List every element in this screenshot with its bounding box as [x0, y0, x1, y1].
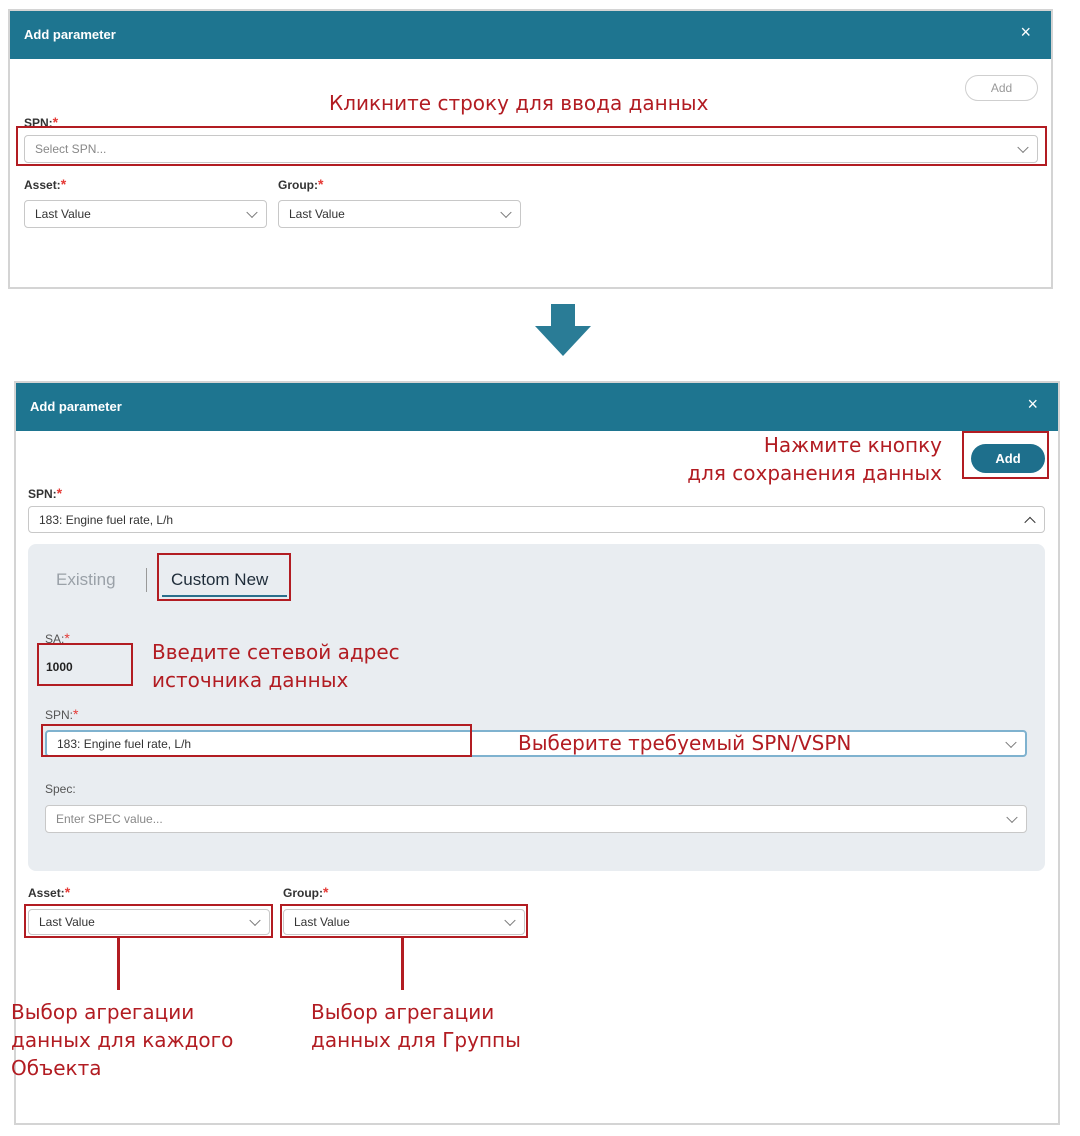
annotation-enter-sa: Введите сетевой адрес источника данных [152, 640, 400, 692]
connector-asset [117, 938, 120, 990]
highlight-spn-row [16, 126, 1047, 166]
highlight-add-button [962, 431, 1049, 479]
add-button[interactable]: Add [971, 444, 1045, 473]
asset-label: Asset:* [28, 884, 71, 900]
spn-label: SPN:* [28, 485, 63, 501]
sa-input[interactable]: 1000 [46, 660, 73, 674]
chevron-down-icon [1006, 812, 1017, 823]
spn-placeholder: Select SPN... [35, 142, 107, 156]
group-select[interactable]: Last Value [278, 200, 521, 228]
inner-spn-value: 183: Engine fuel rate, L/h [57, 736, 192, 751]
spec-placeholder: Enter SPEC value... [56, 812, 163, 826]
close-icon[interactable]: × [1027, 394, 1038, 414]
chevron-down-icon [246, 207, 257, 218]
spec-label: Spec: [45, 782, 76, 796]
annotation-group-aggregation: Выбор агрегации данных для Группы [311, 1000, 521, 1052]
annotation-click-row: Кликните строку для ввода данных [329, 91, 709, 115]
tab-custom-new[interactable]: Custom New [171, 570, 269, 589]
group-select[interactable]: Last Value [283, 909, 525, 935]
connector-group [401, 938, 404, 990]
chevron-up-icon [1024, 516, 1035, 527]
arrow-down-icon [535, 304, 591, 356]
spec-select[interactable] [45, 805, 1027, 833]
sa-label: SA:* [45, 630, 70, 646]
highlight-inner-spn [41, 724, 472, 757]
chevron-down-icon [1005, 736, 1016, 747]
annotation-choose-spn: Выберите требуемый SPN/VSPN [518, 731, 852, 755]
spn-value: 183: Engine fuel rate, L/h [39, 512, 174, 527]
asset-label: Asset:* [24, 176, 67, 192]
dialog-title: Add parameter [30, 399, 122, 414]
tab-divider [146, 568, 147, 592]
annotation-press-button: Нажмите кнопку для сохранения данных [687, 433, 942, 485]
dialog-header [16, 383, 1058, 431]
group-label: Group:* [278, 176, 324, 192]
highlight-asset [24, 904, 273, 938]
asset-select[interactable]: Last Value [24, 200, 267, 228]
add-button-disabled[interactable]: Add [965, 75, 1038, 101]
chevron-down-icon [500, 207, 511, 218]
dialog-title: Add parameter [24, 27, 116, 42]
inner-spn-label: SPN:* [45, 706, 79, 722]
highlight-sa [37, 643, 133, 686]
spn-label: SPN:* [24, 114, 59, 130]
highlight-custom-new-tab [157, 553, 291, 601]
close-icon[interactable]: × [1020, 22, 1031, 42]
tab-existing[interactable]: Existing [56, 570, 116, 589]
asset-select[interactable]: Last Value [28, 909, 270, 935]
group-label: Group:* [283, 884, 329, 900]
highlight-group [280, 904, 528, 938]
spn-select-open[interactable] [28, 506, 1045, 533]
dialog-header [10, 11, 1051, 59]
annotation-asset-aggregation: Выбор агрегации данных для каждого Объекта [11, 1000, 234, 1080]
